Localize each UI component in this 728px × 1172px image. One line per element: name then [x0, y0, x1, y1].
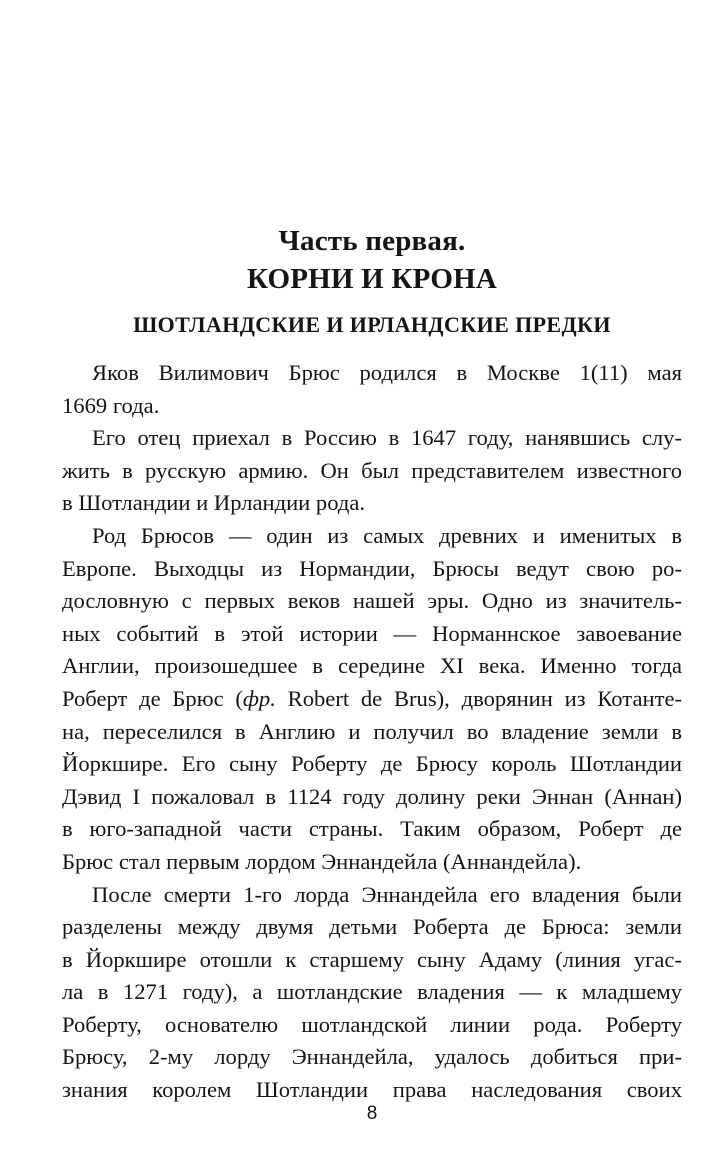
text-line: ла в 1271 году), а шотландские владения — к младшему: [62, 979, 682, 1005]
text-line: Дэвид I пожаловал в 1124 году долину реки Эннан (Аннан): [62, 783, 682, 809]
text-line-with-italic: [62, 683, 682, 716]
text-line: в юго-западной части страны. Таким образом, Роберт де: [62, 816, 682, 842]
text-line: на, переселился в Англию и получил во владение земли в: [62, 718, 682, 744]
text-line: Англии, произошедшее в середине XI века. Именно тогда: [62, 653, 682, 679]
paragraph-1: [62, 357, 682, 422]
text-line: в Йоркшире отошли к старшему сыну Адаму (линия угас-: [62, 946, 682, 972]
text-line: После смерти 1-го лорда Эннандейла его владения были: [92, 881, 682, 907]
book-page: [62, 0, 682, 1172]
part-title-line-1: Часть первая.: [278, 225, 466, 257]
paragraph-3: [62, 520, 682, 879]
text-line: Яков Вилимович Брюс родился в Москве 1(11) мая: [92, 360, 682, 385]
text-line: знания королем Шотландии права наследования своих: [62, 1077, 682, 1103]
text-line: 1669 года.: [62, 392, 160, 418]
text-line: Его отец приехал в Россию в 1647 году, нанявшись слу-: [92, 425, 682, 451]
text-line: дословную с первых веков нашей эры. Одно из значитель-: [62, 588, 682, 614]
text-line: Роберту, основателю шотландской линии рода. Роберту: [62, 1011, 682, 1037]
text-line: Европе. Выходцы из Нормандии, Брюсы ведут свою ро-: [62, 555, 682, 581]
text-line: Йоркшире. Его сыну Роберту де Брюсу король Шотландии: [62, 751, 682, 777]
paragraph-2: [62, 422, 682, 520]
body-text: [62, 357, 682, 1107]
text-line: жить в русскую армию. Он был представителем известного: [62, 457, 682, 483]
text-fragment: Роберт де Брюс (: [62, 685, 243, 711]
text-line: Род Брюсов — один из самых древних и именитых в: [92, 522, 682, 548]
text-line: в Шотландии и Ирландии рода.: [62, 490, 366, 516]
part-title-line-2: КОРНИ И КРОНА: [247, 263, 497, 295]
page-number: 8: [366, 1103, 378, 1124]
text-fragment: Robert de Brus), дворянин из Котанте-: [275, 685, 682, 711]
text-line: ных событий в этой истории — Норманнское завоевание: [62, 620, 682, 646]
text-line: разделены между двумя детьми Роберта де Брюса: земли: [62, 914, 682, 940]
part-title: [62, 222, 682, 298]
text-line: Брюсу, 2-му лорду Эннандейла, удалось добиться при-: [62, 1044, 682, 1070]
section-title: ШОТЛАНДСКИЕ И ИРЛАНДСКИЕ ПРЕДКИ: [133, 312, 611, 337]
italic-abbreviation: фр.: [242, 685, 276, 711]
paragraph-4: [62, 879, 682, 1107]
text-line: Брюс стал первым лордом Эннандейла (Аннандейла).: [62, 848, 582, 874]
